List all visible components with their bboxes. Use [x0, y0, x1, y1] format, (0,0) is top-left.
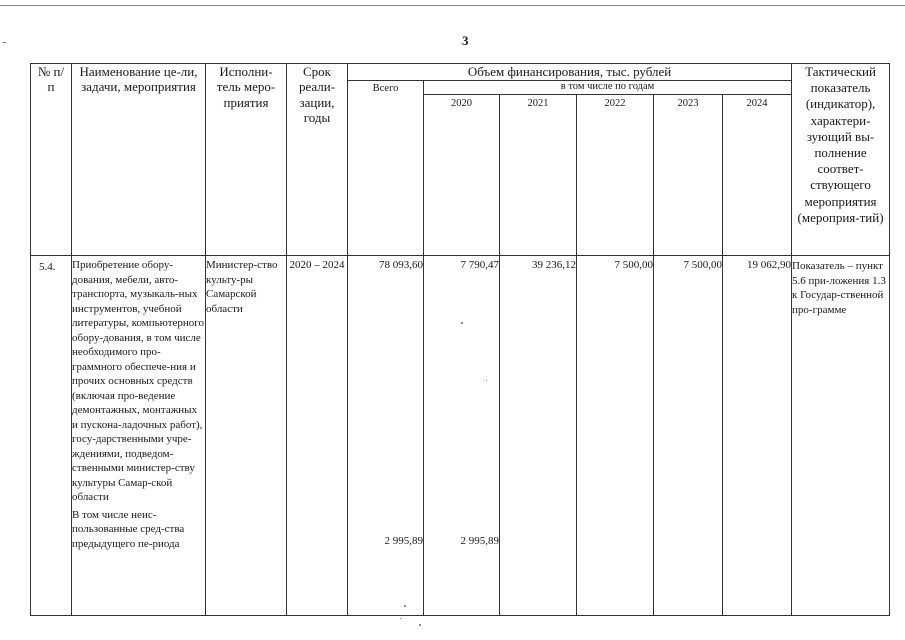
scan-speck — [486, 380, 487, 381]
subrow-total: 2 995,89 — [384, 535, 423, 547]
row-period: 2020 – 2024 — [287, 256, 348, 616]
header-period: Срок реали-зации, годы — [287, 64, 348, 256]
header-indicator: Тактический показатель (индикатор), характери-зующий вы-полнение соответ-ствующего мероприятия (мероприя-тий) — [792, 64, 890, 256]
header-year-2020: 2020 — [424, 95, 500, 256]
header-name: Наименование це-ли, задачи, мероприятия — [72, 64, 206, 256]
header-year-2021: 2021 — [500, 95, 577, 256]
row-value-2024: 19 062,90 — [723, 256, 792, 616]
page-number: 3 — [462, 33, 469, 48]
scan-mark — [3, 42, 6, 43]
header-executor: Исполни-тель меро-приятия — [206, 64, 287, 256]
row-value-2022: 7 500,00 — [577, 256, 654, 616]
row-executor: Министер-ство культу-ры Самарской области — [206, 256, 287, 616]
row-name-cell — [72, 256, 206, 616]
header-num: № п/п — [31, 64, 72, 256]
row-num-text: 5.4. — [39, 261, 56, 273]
subrow-value-2020: 2 995,89 — [460, 535, 499, 547]
scan-speck — [400, 618, 401, 619]
scan-speck — [404, 605, 406, 607]
page-top-rule — [0, 5, 905, 6]
header-total: Всего — [348, 81, 424, 256]
row-value-2021: 39 236,12 — [500, 256, 577, 616]
financing-table — [30, 63, 890, 616]
header-year-2022: 2022 — [577, 95, 654, 256]
subrow-name: В том числе неис-пользованные сред-ства предыдущего пе-риода — [72, 508, 185, 550]
row-value-2023: 7 500,00 — [654, 256, 723, 616]
row-value-2020: 7 790,47 — [460, 259, 499, 271]
header-year-2024: 2024 — [723, 95, 792, 256]
header-year-2023: 2023 — [654, 95, 723, 256]
header-by-years: в том числе по годам — [424, 81, 792, 95]
row-total-cell — [348, 256, 424, 616]
row-num — [31, 256, 72, 616]
scan-speck — [461, 322, 463, 324]
row-2020-cell — [424, 256, 500, 616]
row-indicator: Показатель – пункт 5.6 при-ложения 1.3 к Государ-ственной про-грамме — [792, 256, 890, 616]
row-name: Приобретение обору-дования, мебели, авто-транспорта, музыкаль-ных инструментов, учебной литературы, компьютерного обору-дования, в том числе необходимого про-граммного обеспече-ния и прочих основных средств (включая про-ведение демонтажных, монтажных и пускона-ладочных работ), госу-дарственными учре-ждениями, подведом-ственными министер-ству культуры Самар-ской области — [72, 259, 205, 503]
header-financing: Объем финансирования, тыс. рублей — [348, 64, 792, 81]
scan-speck — [419, 624, 421, 626]
row-total: 78 093,60 — [379, 259, 423, 271]
